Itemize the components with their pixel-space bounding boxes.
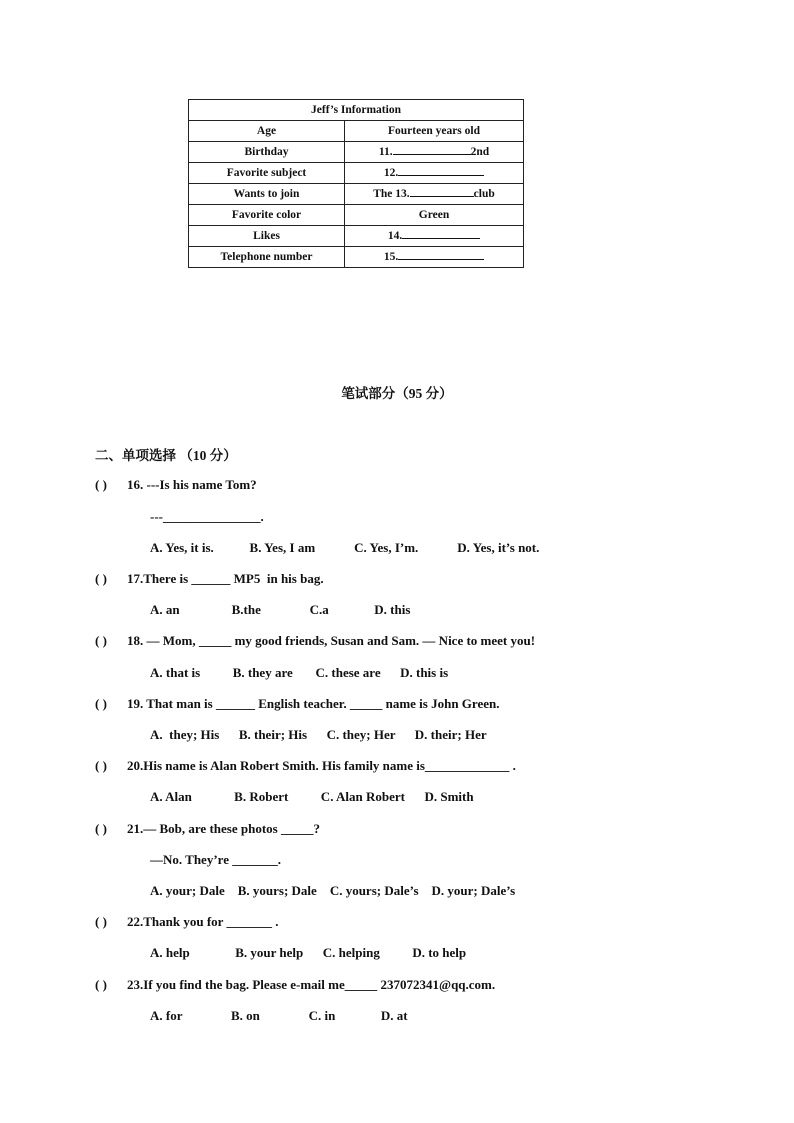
answer-parenthesis: ( ) <box>95 914 107 929</box>
row-value: 14. <box>345 226 524 247</box>
answer-parenthesis: ( ) <box>95 633 107 648</box>
answer-parenthesis: ( ) <box>95 821 107 836</box>
row-value: The 13. club <box>345 184 524 205</box>
question-stem: 18. — Mom, _____ my good friends, Susan and Sam. — Nice to meet you! <box>127 633 536 648</box>
table-title: Jeff’s Information <box>189 100 524 121</box>
question-stem: 19. That man is ______ English teacher. _____ name is John Green. <box>127 696 500 711</box>
answer-blank <box>398 163 484 176</box>
row-label: Telephone number <box>189 247 345 268</box>
section-title: 笔试部分（95 分） <box>341 386 453 401</box>
question-options: A. for B. on C. in D. at <box>150 1008 408 1023</box>
question-stem: 16. ---Is his name Tom? <box>127 477 257 492</box>
answer-parenthesis: ( ) <box>95 758 107 773</box>
part-title: 二、单项选择 （10 分） <box>95 448 237 463</box>
question-stem: 20.His name is Alan Robert Smith. His family name is_____________ . <box>127 758 516 773</box>
table-row <box>189 121 524 142</box>
table-row <box>189 163 524 184</box>
answer-line: ---_______________. <box>150 509 264 524</box>
table-row <box>189 184 524 205</box>
row-label: Birthday <box>189 142 345 163</box>
answer-blank <box>410 184 474 197</box>
table-row <box>189 142 524 163</box>
question-stem: 22.Thank you for _______ . <box>127 914 279 929</box>
answer-line: —No. They’re _______. <box>150 852 281 867</box>
row-value: Green <box>345 205 524 226</box>
row-label: Likes <box>189 226 345 247</box>
answer-parenthesis: ( ) <box>95 977 107 992</box>
question-options: A. Alan B. Robert C. Alan Robert D. Smith <box>150 789 474 804</box>
answer-parenthesis: ( ) <box>95 477 107 492</box>
answer-blank <box>398 247 484 260</box>
row-label: Age <box>189 121 345 142</box>
question-options: A. Yes, it is. B. Yes, I am C. Yes, I’m. D. Yes, it’s not. <box>150 540 540 555</box>
row-label: Favorite color <box>189 205 345 226</box>
question-options: A. help B. your help C. helping D. to help <box>150 945 467 960</box>
answer-blank <box>402 226 480 239</box>
question-stem: 21.— Bob, are these photos _____? <box>127 821 320 836</box>
row-value: 12. <box>345 163 524 184</box>
table-row <box>189 226 524 247</box>
table-row <box>189 247 524 268</box>
jeff-information-table <box>188 99 524 268</box>
row-value: 15. <box>345 247 524 268</box>
row-value: 11. 2nd <box>345 142 524 163</box>
answer-blank <box>393 142 471 155</box>
answer-parenthesis: ( ) <box>95 571 107 586</box>
question-options: A. that is B. they are C. these are D. this is <box>150 665 449 680</box>
question-options: A. they; His B. their; His C. they; Her D. their; Her <box>150 727 487 742</box>
question-options: A. your; Dale B. yours; Dale C. yours; Dale’s D. your; Dale’s <box>150 883 516 898</box>
question-options: A. an B.the C.a D. this <box>150 602 411 617</box>
table-row <box>189 205 524 226</box>
row-value: Fourteen years old <box>345 121 524 142</box>
row-label: Favorite subject <box>189 163 345 184</box>
question-stem: 17.There is ______ MP5 in his bag. <box>127 571 324 586</box>
row-label: Wants to join <box>189 184 345 205</box>
answer-parenthesis: ( ) <box>95 696 107 711</box>
question-stem: 23.If you find the bag. Please e-mail me_____ 237072341@qq.com. <box>127 977 496 992</box>
